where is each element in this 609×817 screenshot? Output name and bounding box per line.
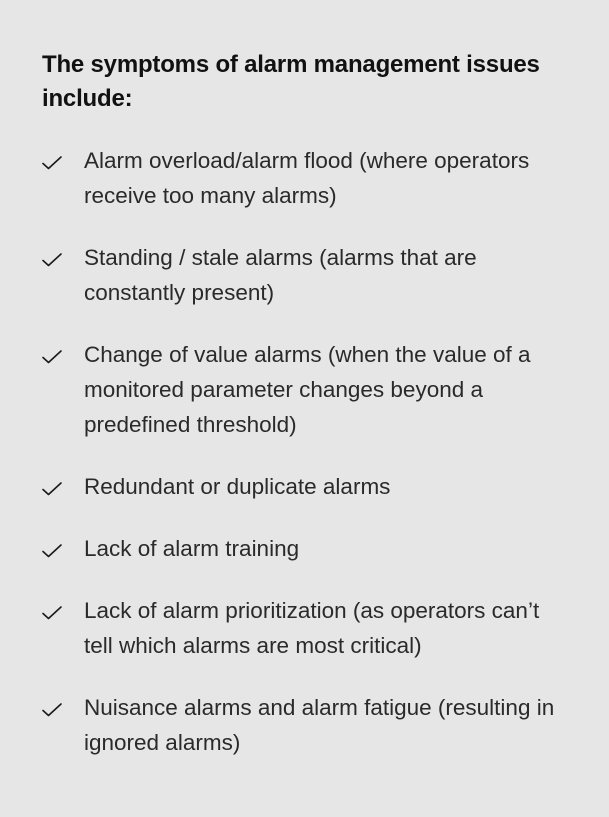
checkmark-icon [42, 690, 84, 717]
symptoms-list [42, 143, 573, 760]
list-item-text: Nuisance alarms and alarm fatigue (resulting in ignored alarms) [84, 695, 555, 755]
checkmark-icon [42, 337, 84, 364]
checkmark-icon [42, 593, 84, 620]
section-heading: The symptoms of alarm management issues include: [42, 51, 540, 112]
list-item [42, 593, 573, 663]
checkmark-icon [42, 469, 84, 496]
list-item [42, 690, 573, 760]
list-item-text: Standing / stale alarms (alarms that are constantly present) [84, 245, 477, 305]
list-item-text: Alarm overload/alarm flood (where operators receive too many alarms) [84, 148, 530, 208]
list-item-text: Change of value alarms (when the value of a monitored parameter changes beyond a predefined threshold) [84, 342, 531, 437]
list-item-text: Redundant or duplicate alarms [84, 474, 391, 499]
list-item [42, 143, 573, 213]
list-item [42, 469, 573, 504]
list-item [42, 531, 573, 566]
list-item-text: Lack of alarm prioritization (as operators can’t tell which alarms are most critical) [84, 598, 540, 658]
checkmark-icon [42, 240, 84, 267]
list-item [42, 240, 573, 310]
list-item-text: Lack of alarm training [84, 536, 300, 561]
list-item [42, 337, 573, 442]
checkmark-icon [42, 143, 84, 170]
checkmark-icon [42, 531, 84, 558]
